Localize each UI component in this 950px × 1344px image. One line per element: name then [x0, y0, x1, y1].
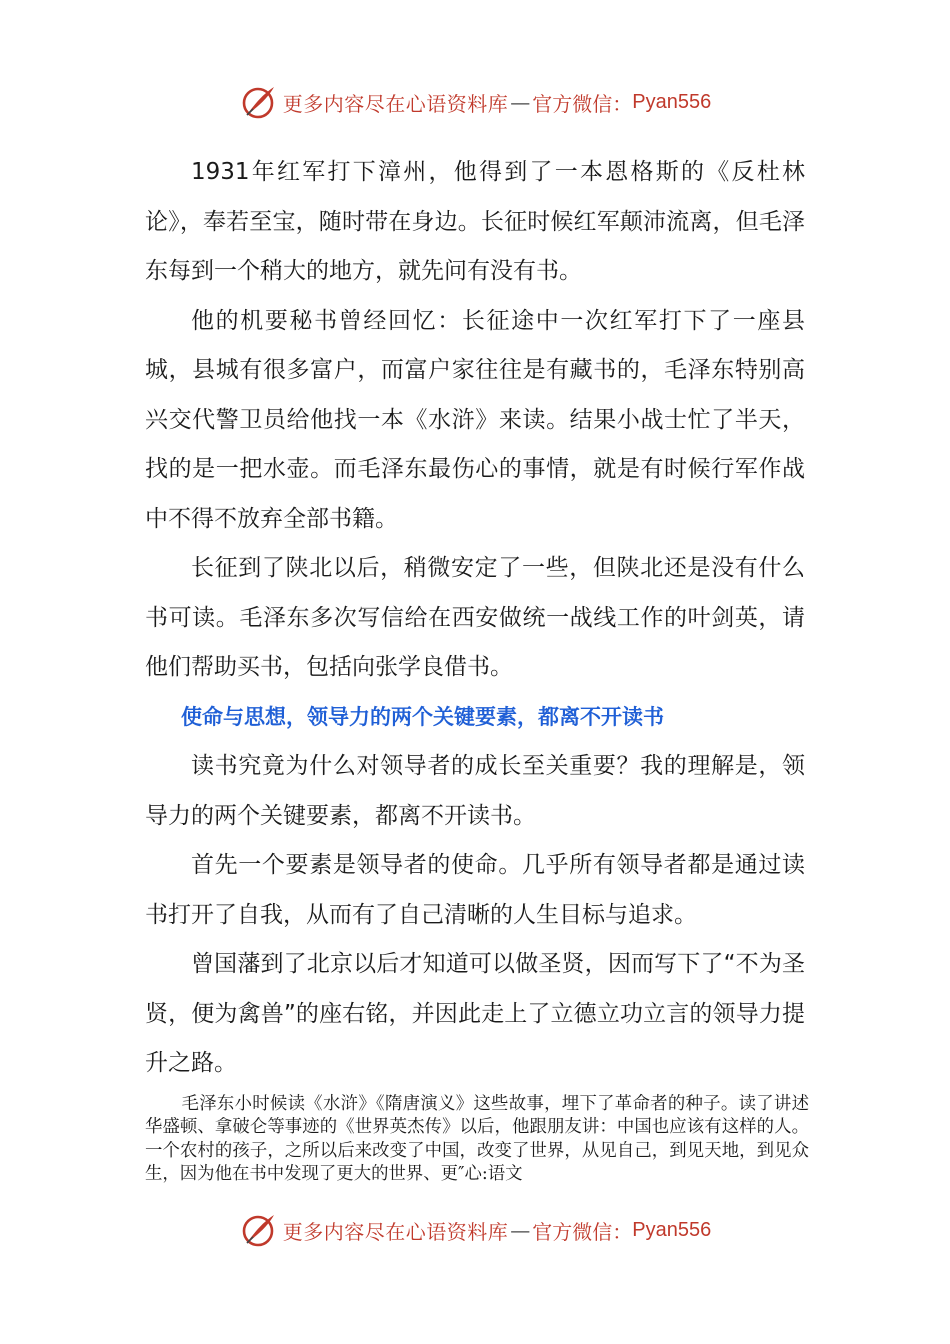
wechat-id: Pyan556	[632, 90, 712, 113]
paragraph-3: 长征到了陕北以后，稍微安定了一些，但陕北还是没有什么书可读。毛泽东多次写信给在西安做统一战线工作的叶剑英，请他们帮助买书，包括向张学良借书。	[145, 555, 805, 680]
banner-separator: —	[510, 1218, 531, 1242]
quill-logo-icon	[239, 1210, 279, 1250]
banner-separator: —	[510, 90, 531, 114]
paragraph-2: 他的机要秘书曾经回忆：长征途中一次红军打下了一座县城，县城有很多富户，而富户家往往是有藏书的，毛泽东特别高兴交代警卫员给他找一本《水浒》来读。结果小战士忙了半天，找的是一把水壶。而毛泽东最伤心的事情，就是有时候行军作战中不得不放弃全部书籍。	[145, 307, 805, 532]
wechat-label: 官方微信：	[532, 1219, 633, 1244]
section-heading: 使命与思想，领导力的两个关键要素，都离不开读书	[181, 704, 664, 729]
paragraph-4: 读书究竟为什么对领导者的成长至关重要？我的理解是，领导力的两个关键要素，都离不开读书。	[145, 753, 805, 829]
article-body	[145, 148, 805, 1089]
banner-text: 更多内容尽在心语资料库	[282, 91, 509, 116]
header-banner	[0, 80, 950, 124]
wechat-label: 官方微信：	[532, 91, 633, 116]
paragraph-6: 曾国藩到了北京以后才知道可以做圣贤，因而写下了“不为圣贤，便为禽兽”的座右铭，并因此走上了立德立功立言的领导力提升之路。	[145, 951, 805, 1076]
wechat-id: Pyan556	[632, 1218, 712, 1241]
footer-banner	[0, 1208, 950, 1252]
paragraph-5: 首先一个要素是领导者的使命。几乎所有领导者都是通过读书打开了自我，从而有了自己清晰的人生目标与追求。	[145, 852, 805, 928]
paragraph-1: 1931年红军打下漳州，他得到了一本恩格斯的《反杜林论》，奉若至宝，随时带在身边。长征时候红军颠沛流离，但毛泽东每到一个稍大的地方，就先问有没有书。	[145, 159, 805, 284]
banner-text: 更多内容尽在心语资料库	[282, 1219, 509, 1244]
quill-logo-icon	[239, 82, 279, 122]
footnote-paragraph: 毛泽东小时候读《水浒》《隋唐演义》这些故事，埋下了革命者的种子。读了讲述华盛顿、拿破仑等事迹的《世界英杰传》以后，他跟朋友讲：中国也应该有这样的人。一个农村的孩子，之所以后来改变了中国，改变了世界，从见自己，到见天地，到见众生，因为他在书中发现了更大的世界、更″心:语文	[145, 1094, 809, 1185]
